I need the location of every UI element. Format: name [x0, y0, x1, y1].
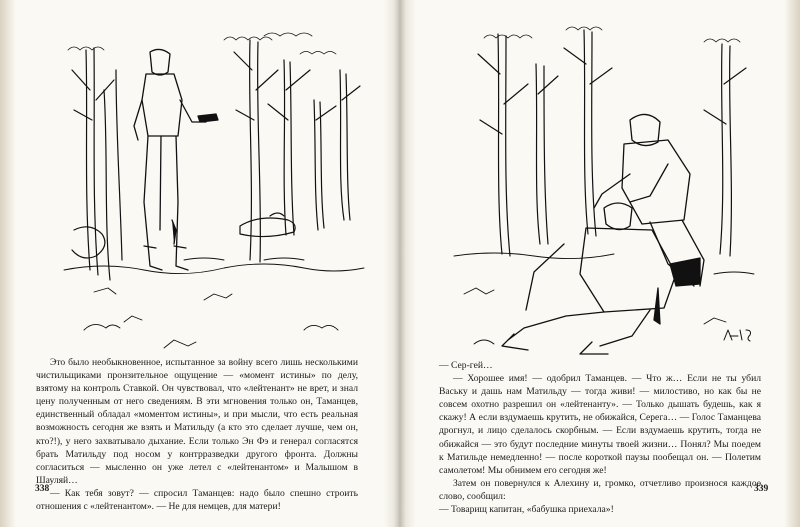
paragraph: — Как тебя зовут? — спросил Таманцев: надо было спешно строить отношения с «лейтенантом». — Не для немцев, для матери! [36, 487, 358, 513]
right-page [402, 0, 800, 527]
left-page [0, 0, 398, 527]
paragraph: — Сер-гей… [439, 360, 493, 371]
right-illustration [454, 24, 764, 359]
paragraph: — Товарищ капитан, «бабушка приехала»! [439, 504, 614, 516]
paragraph: Затем он повернулся к Алехину и, громко, отчетливо произнося каждое слово, сообщил: [439, 477, 761, 502]
paragraph: — Хорошее имя! — одобрил Таманцев. — Что ж… Если не ты убил Ваську и дашь нам Матильду — тогда живи! — милостиво, но как бы не совсем охотно разрешил он «лейтенанту». — Только дышать будешь, как я скажу! А если вздумаешь крутить, не обижайся, Серега… — Голос Таманцева дрогнул, и лицо сделалось скорбным. — Если вздумаешь крутить, тогда не обижайся — это будут последние минуты твоей жизни… Понял? Мы поедем к Матильде немедленно! — после короткой паузы пообещал он. — Полетим самолетом! Мы обнимем его сегодня же! [439, 373, 761, 476]
left-illustration [64, 30, 364, 350]
left-page-text [36, 356, 358, 513]
page-number: 338 [35, 484, 50, 494]
artist-signature [454, 24, 456, 25]
page-number: 339 [754, 484, 769, 494]
right-page-text [439, 359, 761, 516]
paragraph: Это было необыкновенное, испытанное за войну всего лишь несколькими чистильщиками пронзительное ощущение — «момент истины» по делу, взятому на контроль Ставкой. Он чувствовал, что «лейтенант» не врет, и знал цену полученным от него сведениям. В эти мгновения только он, Таманцев, единственный обладал «моментом истины», и при мысли, что есть реальная возможность сегодня же взять и Матильду (а кто это сделает лучше, чем он, кто?!), у него захватывало дыхание. Если только Эн Фэ и генерал согласятся брать Матильду под носом у контрразведки другого фронта. Должны согласиться — мысленно он уже летел с «лейтенантом» и Малышом в Шауляй… [36, 357, 358, 486]
